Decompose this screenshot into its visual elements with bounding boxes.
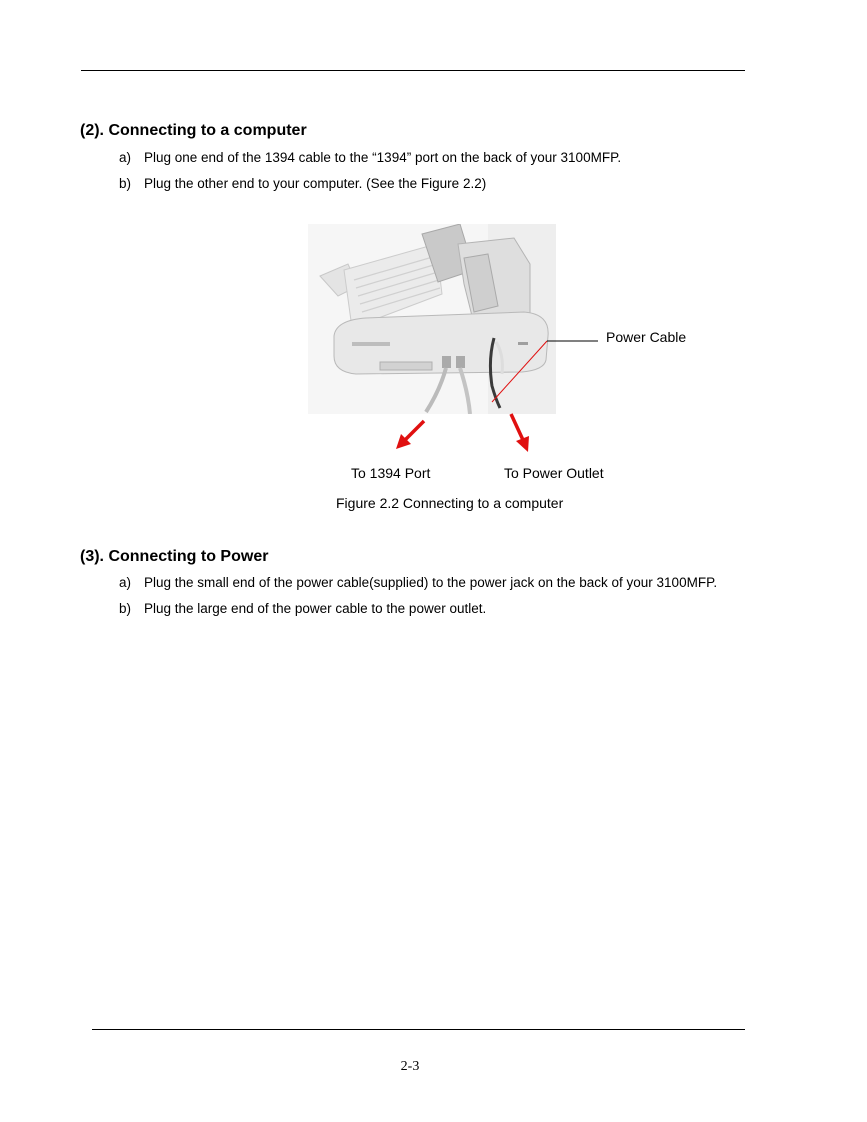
- power-cable-label: Power Cable: [606, 329, 687, 345]
- step-marker: b): [119, 601, 132, 616]
- step-marker: b): [119, 176, 132, 191]
- power-cable-callout-line: [492, 341, 547, 402]
- step-text: Plug the large end of the power cable to the power outlet.: [144, 601, 487, 616]
- step-text: Plug the small end of the power cable(supplied) to the power jack on the back of your 3100MFP.: [144, 575, 718, 590]
- section-heading-connecting-computer: (2). Connecting to a computer: [80, 122, 307, 139]
- footer-rule: [92, 1029, 745, 1030]
- to-1394-port-label: To 1394 Port: [351, 465, 431, 481]
- step-marker: a): [119, 575, 132, 590]
- figure-caption: Figure 2.2 Connecting to a computer: [336, 495, 564, 511]
- step-marker: a): [119, 150, 132, 165]
- page-number: 2-3: [400, 1059, 420, 1074]
- section-heading-connecting-power: (3). Connecting to Power: [80, 548, 269, 565]
- step-item: [119, 601, 486, 616]
- step-text: Plug the other end to your computer. (See the Figure 2.2): [144, 176, 487, 191]
- to-power-outlet-label: To Power Outlet: [504, 465, 604, 481]
- arrow-to-1394-port: [396, 421, 424, 449]
- step-text: Plug one end of the 1394 cable to the “1394” port on the back of your 3100MFP.: [144, 150, 622, 165]
- arrow-to-power-outlet: [511, 414, 529, 452]
- step-item: [119, 575, 717, 590]
